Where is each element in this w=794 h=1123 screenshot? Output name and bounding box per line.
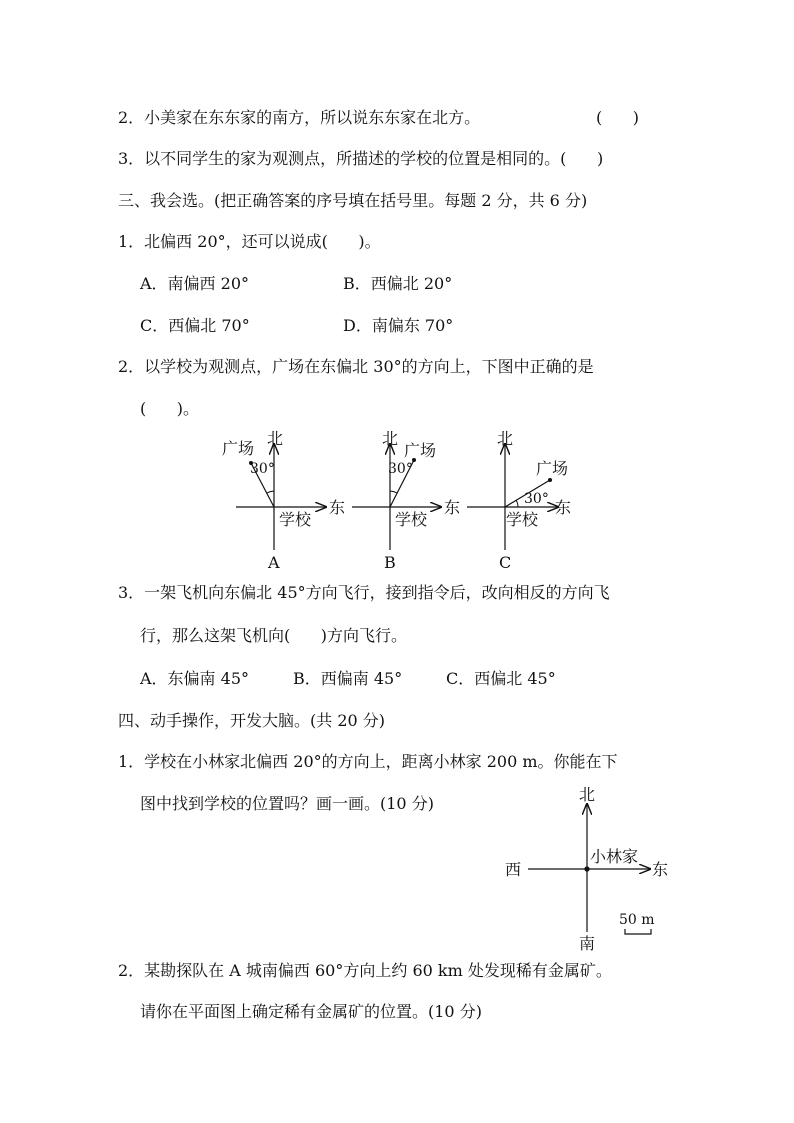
s3-q1-stem: 1．北偏西 20°，还可以说成( )。 (118, 232, 381, 251)
s3-q3-option-b[interactable]: B．西偏南 45° (293, 669, 403, 688)
fig-a-place-label: 广场 (222, 439, 255, 458)
fig-b-letter: B (384, 553, 396, 572)
s3-q2-stem-line2: ( )。 (140, 399, 200, 418)
s4-q2-stem-line2: 请你在平面图上确定稀有金属矿的位置。(10 分) (140, 1002, 482, 1021)
s3-q1-option-d[interactable]: D．南偏东 70° (343, 316, 454, 335)
fig-b-east-label: 东 (444, 498, 461, 517)
fig-c-school-label: 学校 (506, 510, 539, 529)
fig-a-school-label: 学校 (279, 510, 312, 529)
fig-c-angle-label: 30° (524, 491, 549, 507)
fig-b-school-label: 学校 (395, 510, 428, 529)
compass-north-label: 北 (579, 785, 596, 804)
fig-a-letter: A (268, 553, 280, 572)
fig-c-place-label: 广场 (536, 459, 569, 478)
s3-q1-option-b[interactable]: B．西偏北 20° (343, 274, 453, 293)
tf-q2-answer-paren[interactable]: ( ) (596, 108, 639, 127)
s3-q3-stem-line2: 行，那么这架飞机向( )方向飞行。 (140, 626, 408, 645)
compass-west-label: 西 (505, 860, 522, 879)
fig-c-letter: C (499, 553, 512, 572)
s3-q3-stem-line1: 3．一架飞机向东偏北 45°方向飞行，接到指令后，改向相反的方向飞 (118, 583, 610, 602)
fig-c-north-label: 北 (497, 429, 514, 448)
s4-q2-stem-line1: 2．某勘探队在 A 城南偏西 60°方向上约 60 km 处发现稀有金属矿。 (118, 961, 612, 980)
s3-q1-option-c[interactable]: C．西偏北 70° (140, 316, 250, 335)
fig-a-north-label: 北 (267, 429, 284, 448)
s3-q3-option-c[interactable]: C．西偏北 45° (446, 669, 556, 688)
s4-q1-stem-line2: 图中找到学校的位置吗？画一画。(10 分) (140, 794, 434, 813)
s3-q2-stem-line1: 2．以学校为观测点，广场在东偏北 30°的方向上，下图中正确的是 (118, 357, 594, 376)
tf-q2-text: 2．小美家在东东家的南方，所以说东东家在北方。 (118, 108, 481, 127)
scale-label: 50 m (619, 912, 655, 928)
fig-a-east-label: 东 (329, 498, 346, 517)
figure-b[interactable] (352, 429, 460, 572)
scale-bar (625, 929, 651, 934)
compass-diagram[interactable] (505, 785, 668, 953)
tf-q3-text: 3．以不同学生的家为观测点，所描述的学校的位置是相同的。( ) (118, 149, 604, 168)
s3-q3-option-a[interactable]: A．东偏南 45° (140, 669, 250, 688)
section4-heading: 四、动手操作，开发大脑。(共 20 分) (118, 711, 386, 730)
fig-c-east-label: 东 (555, 498, 572, 517)
fig-a-angle-label: 30° (250, 461, 275, 477)
s4-q1-stem-line1: 1．学校在小林家北偏西 20°的方向上，距离小林家 200 m。你能在下 (118, 752, 618, 771)
figure-c[interactable] (467, 429, 571, 572)
fig-b-place-label: 广场 (404, 441, 437, 460)
fig-b-north-label: 北 (382, 429, 399, 448)
section3-heading: 三、我会选。(把正确答案的序号填在括号里。每题 2 分，共 6 分) (118, 191, 588, 210)
fig-b-angle-label: 30° (388, 461, 413, 477)
compass-east-label: 东 (652, 860, 669, 879)
compass-center-label: 小林家 (590, 847, 639, 866)
s3-q1-option-a[interactable]: A．南偏西 20° (140, 274, 250, 293)
compass-south-label: 南 (579, 934, 596, 953)
figure-a[interactable] (222, 429, 345, 572)
